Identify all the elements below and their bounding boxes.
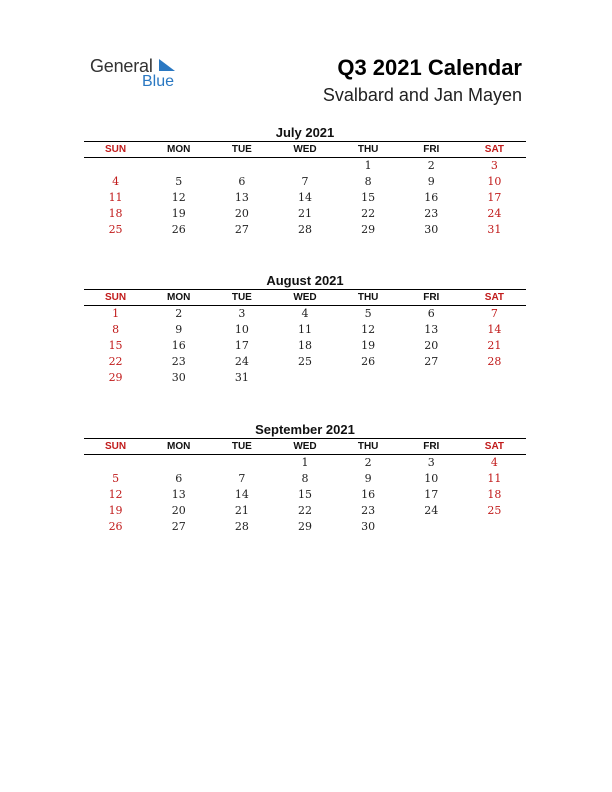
day-cell: 1 [301, 456, 309, 469]
day-cell: 11 [108, 191, 123, 204]
week-row [84, 322, 526, 338]
day-cell: 27 [424, 355, 439, 368]
weekday-header-row [84, 141, 526, 158]
day-cell: 1 [364, 159, 372, 172]
day-cell: 17 [234, 339, 249, 352]
day-cell: 24 [234, 355, 249, 368]
day-cell: 30 [361, 520, 376, 533]
day-cell: 14 [487, 323, 502, 336]
day-cell: 25 [487, 504, 502, 517]
day-cell: 21 [297, 207, 312, 220]
week-row [84, 338, 526, 354]
day-cell: 8 [112, 323, 120, 336]
day-cell [273, 370, 336, 386]
day-cell: 6 [427, 307, 435, 320]
logo-text-general: General [90, 56, 153, 76]
day-cell: 23 [424, 207, 439, 220]
day-cell [463, 519, 526, 535]
day-cell: 26 [361, 355, 376, 368]
day-cell: 3 [490, 159, 498, 172]
day-cell [210, 455, 273, 471]
weekday-label: SAT [484, 292, 505, 303]
weekday-header-row [84, 289, 526, 306]
day-cell: 14 [297, 191, 312, 204]
day-cell: 3 [427, 456, 435, 469]
day-cell: 20 [171, 504, 186, 517]
generalblue-logo [90, 56, 200, 96]
week-row [84, 370, 526, 386]
day-cell: 9 [175, 323, 183, 336]
day-cell: 26 [171, 223, 186, 236]
weekday-label: SAT [484, 441, 505, 452]
page-subtitle: Svalbard and Jan Mayen [322, 85, 522, 105]
day-cell [84, 455, 147, 471]
logo-triangle-icon [159, 59, 175, 71]
day-cell: 5 [112, 472, 120, 485]
weekday-label: FRI [423, 292, 440, 303]
day-cell: 15 [297, 488, 312, 501]
month-block [84, 124, 526, 238]
day-cell: 30 [424, 223, 439, 236]
day-cell: 29 [361, 223, 376, 236]
day-cell: 24 [424, 504, 439, 517]
day-cell: 8 [364, 175, 372, 188]
day-cell: 22 [297, 504, 312, 517]
day-cell: 7 [301, 175, 309, 188]
week-row [84, 354, 526, 370]
week-row [84, 306, 526, 322]
day-cell: 23 [171, 355, 186, 368]
week-row [84, 471, 526, 487]
day-cell: 6 [175, 472, 183, 485]
day-cell [147, 455, 210, 471]
weekday-label: FRI [423, 441, 440, 452]
day-cell: 18 [487, 488, 502, 501]
weekday-label: SAT [484, 144, 505, 155]
week-row [84, 206, 526, 222]
day-cell: 13 [424, 323, 439, 336]
day-cell: 1 [112, 307, 120, 320]
day-cell [400, 519, 463, 535]
month-title: September 2021 [255, 422, 355, 437]
week-row [84, 174, 526, 190]
weekday-label: TUE [231, 441, 252, 452]
day-cell: 4 [112, 175, 120, 188]
day-cell: 29 [297, 520, 312, 533]
day-cell: 10 [487, 175, 502, 188]
day-cell: 4 [301, 307, 309, 320]
day-cell: 20 [234, 207, 249, 220]
day-cell: 11 [297, 323, 312, 336]
day-cell: 30 [171, 371, 186, 384]
day-cell: 5 [364, 307, 372, 320]
day-cell: 31 [487, 223, 502, 236]
week-row [84, 519, 526, 535]
weekday-label: FRI [423, 144, 440, 155]
page-title: Q3 2021 Calendar [337, 55, 522, 80]
day-cell [400, 370, 463, 386]
day-cell: 10 [424, 472, 439, 485]
day-cell [463, 370, 526, 386]
day-cell: 2 [364, 456, 372, 469]
day-cell: 27 [171, 520, 186, 533]
day-cell: 11 [487, 472, 502, 485]
month-title: July 2021 [275, 125, 335, 140]
day-cell [147, 158, 210, 174]
week-row [84, 487, 526, 503]
day-cell [84, 158, 147, 174]
day-cell: 15 [108, 339, 123, 352]
month-block [84, 272, 526, 386]
day-cell: 18 [108, 207, 123, 220]
day-cell [210, 158, 273, 174]
day-cell: 26 [108, 520, 123, 533]
weekday-label: MON [167, 144, 191, 155]
day-cell: 7 [490, 307, 498, 320]
day-cell: 5 [175, 175, 183, 188]
weekday-label: WED [293, 144, 317, 155]
weekday-label: WED [293, 292, 317, 303]
weekday-label: THU [357, 144, 379, 155]
day-cell: 2 [175, 307, 183, 320]
day-cell: 21 [234, 504, 249, 517]
day-cell: 31 [234, 371, 249, 384]
page-header [323, 55, 522, 106]
day-cell: 12 [108, 488, 123, 501]
day-cell: 29 [108, 371, 123, 384]
day-cell [337, 370, 400, 386]
day-cell: 12 [361, 323, 376, 336]
weekday-label: TUE [231, 292, 252, 303]
day-cell: 15 [361, 191, 376, 204]
week-row [84, 190, 526, 206]
weekday-label: MON [167, 441, 191, 452]
day-cell: 17 [487, 191, 502, 204]
day-cell: 13 [171, 488, 186, 501]
weekday-label: WED [293, 441, 317, 452]
week-row [84, 503, 526, 519]
day-cell: 19 [108, 504, 123, 517]
day-cell: 27 [234, 223, 249, 236]
week-row [84, 222, 526, 238]
weekday-label: MON [167, 292, 191, 303]
month-block [84, 421, 526, 535]
week-row [84, 158, 526, 174]
day-cell: 22 [108, 355, 123, 368]
day-cell: 16 [424, 191, 439, 204]
day-cell: 4 [490, 456, 498, 469]
day-cell: 13 [234, 191, 249, 204]
day-cell: 9 [427, 175, 435, 188]
day-cell: 8 [301, 472, 309, 485]
day-cell: 20 [424, 339, 439, 352]
logo-text-blue: Blue [142, 73, 175, 90]
day-cell: 28 [297, 223, 312, 236]
day-cell: 28 [487, 355, 502, 368]
day-cell: 19 [171, 207, 186, 220]
day-cell: 7 [238, 472, 246, 485]
day-cell: 10 [234, 323, 249, 336]
weekday-label: SUN [105, 292, 127, 303]
day-cell: 2 [427, 159, 435, 172]
day-cell: 16 [171, 339, 186, 352]
day-cell: 25 [108, 223, 123, 236]
day-cell: 23 [361, 504, 376, 517]
day-cell: 16 [361, 488, 376, 501]
weekday-label: TUE [231, 144, 252, 155]
day-cell: 6 [238, 175, 246, 188]
weekday-label: SUN [105, 441, 127, 452]
weekday-label: SUN [105, 144, 127, 155]
day-cell: 14 [234, 488, 249, 501]
day-cell: 9 [364, 472, 372, 485]
weekday-header-row [84, 438, 526, 455]
weekday-label: THU [357, 441, 379, 452]
weekday-label: THU [357, 292, 379, 303]
day-cell [273, 158, 336, 174]
day-cell: 18 [297, 339, 312, 352]
day-cell: 21 [487, 339, 502, 352]
week-row [84, 455, 526, 471]
month-title: August 2021 [266, 273, 344, 288]
day-cell: 28 [234, 520, 249, 533]
day-cell: 12 [171, 191, 186, 204]
day-cell: 24 [487, 207, 502, 220]
day-cell: 19 [361, 339, 376, 352]
day-cell: 25 [297, 355, 312, 368]
day-cell: 22 [361, 207, 376, 220]
day-cell: 17 [424, 488, 439, 501]
day-cell: 3 [238, 307, 246, 320]
